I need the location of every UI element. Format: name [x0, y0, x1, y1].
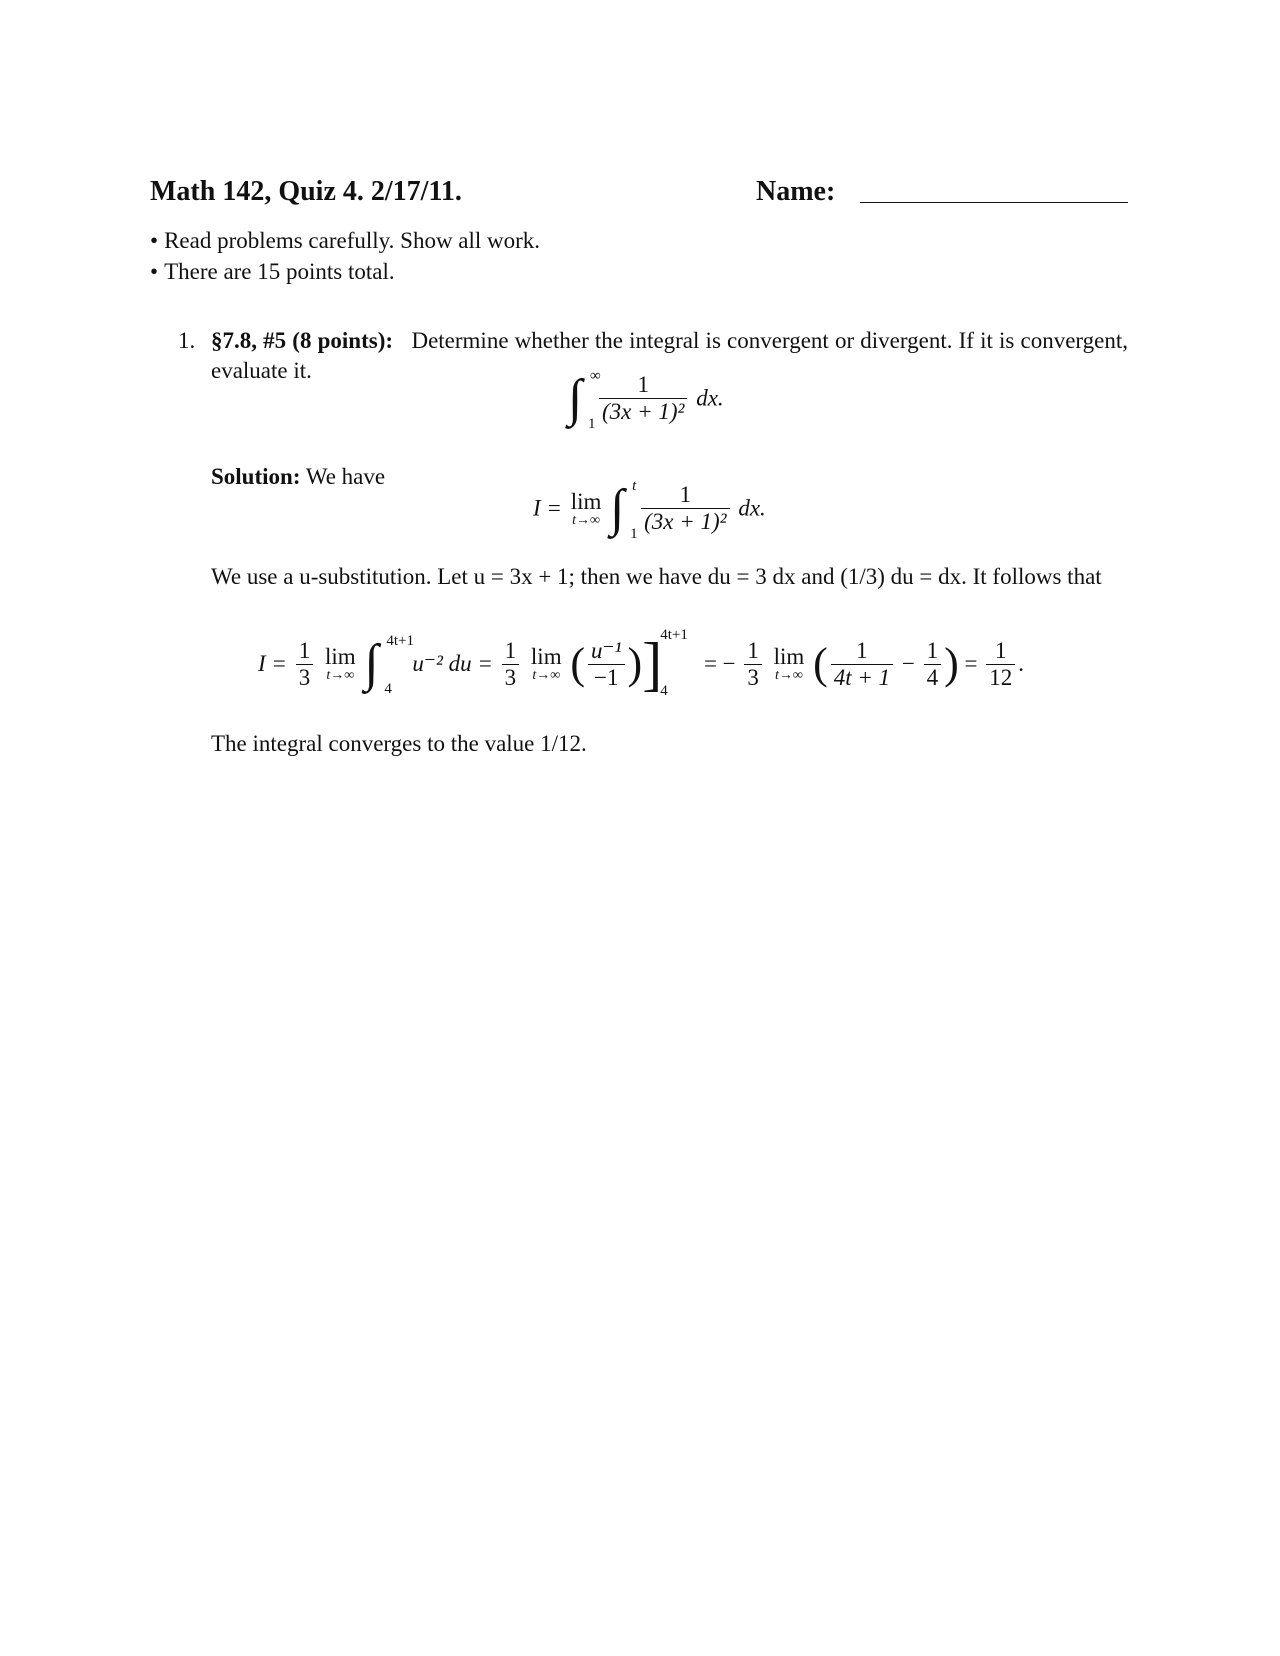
lim-text: lim	[530, 644, 562, 669]
inner-fraction-1	[831, 638, 893, 691]
fraction-denominator: 4t + 1	[833, 664, 891, 690]
one-third-fraction	[296, 638, 314, 691]
one-third-fraction	[744, 638, 762, 691]
integrand: u⁻² du =	[412, 651, 493, 676]
fraction-numerator: 1	[298, 637, 311, 663]
limit	[774, 645, 805, 683]
fraction-numerator: u⁻¹	[591, 637, 622, 663]
upper-limit: 4t+1	[386, 633, 414, 649]
fraction-numerator: 1	[747, 637, 759, 663]
limit	[531, 645, 562, 683]
fraction-denominator: 4	[926, 664, 939, 690]
right-paren: )	[627, 639, 643, 688]
integrand-fraction	[599, 372, 687, 425]
lower-limit: 1	[630, 525, 638, 542]
solution-label: Solution:	[211, 464, 301, 489]
result-fraction	[986, 638, 1015, 691]
conclusion: The integral converges to the value 1/12.	[211, 731, 587, 756]
integral-sign: ∫ 4t+1 4	[364, 633, 414, 697]
lim-subscript: t→∞	[326, 668, 355, 683]
evaluation-bracket: ] 4t+1 4	[642, 627, 688, 699]
fraction-numerator: 1	[637, 372, 649, 397]
fraction-numerator: 1	[995, 637, 1007, 663]
integral-sign: ∫ t 1	[610, 477, 638, 542]
upper-limit: ∞	[590, 367, 601, 384]
fraction-numerator: 1	[504, 637, 517, 663]
limit	[325, 645, 356, 683]
lim-text: lim	[773, 644, 805, 669]
fraction-denominator: 3	[298, 664, 311, 690]
lim-subscript: t→∞	[532, 668, 561, 683]
right-paren: )	[944, 639, 959, 688]
page-title: Math 142, Quiz 4. 2/17/11.	[150, 176, 462, 207]
left-paren: (	[813, 639, 828, 688]
period: .	[1018, 651, 1025, 676]
one-third-fraction	[502, 638, 520, 691]
equation-substitution	[258, 627, 1025, 699]
solution-intro	[211, 464, 385, 490]
integrand-fraction	[641, 482, 729, 535]
name-blank-line	[860, 202, 1128, 203]
equals-minus: = −	[703, 651, 736, 676]
lower-limit: 1	[588, 415, 596, 432]
bracket-lower: 4	[660, 683, 668, 699]
name-label: Name:	[756, 176, 836, 207]
problem-text: Determine whether the integral is convergent or divergent. If it is convergent, evaluate it.	[211, 328, 1129, 383]
instruction-item: • Read problems carefully. Show all work.	[150, 225, 540, 256]
minus-sign: −	[901, 651, 915, 676]
lower-limit: 4	[384, 681, 392, 697]
antiderivative-fraction	[588, 638, 625, 691]
lim-text: lim	[324, 644, 356, 669]
left-paren: (	[570, 639, 585, 688]
equation-limit-integral	[533, 477, 766, 542]
upper-limit: t	[632, 477, 637, 494]
fraction-denominator: (3x + 1)²	[644, 509, 727, 534]
problem-heading: §7.8, #5 (8 points):	[211, 328, 394, 353]
fraction-denominator: 3	[504, 664, 517, 690]
fraction-numerator: 1	[856, 637, 868, 663]
lim-text: lim	[570, 488, 602, 514]
equals-sign: =	[964, 651, 978, 676]
solution-intro-text: We have	[305, 464, 386, 489]
problem-integral	[568, 367, 724, 432]
differential: dx.	[696, 385, 724, 411]
fraction-denominator: 3	[747, 664, 759, 690]
eq-lhs: I =	[258, 651, 293, 676]
fraction-denominator: (3x + 1)²	[602, 399, 685, 424]
fraction-denominator: 12	[989, 664, 1013, 690]
differential: dx.	[738, 495, 766, 521]
integral-sign: ∫ ∞ 1	[568, 367, 601, 432]
lim-subscript: t→∞	[775, 668, 803, 683]
fraction-numerator: 1	[926, 637, 939, 663]
inner-fraction-2	[924, 638, 942, 691]
instruction-item: • There are 15 points total.	[150, 256, 540, 287]
eq-lhs: I =	[533, 495, 568, 521]
lim-subscript: t→∞	[572, 512, 600, 528]
problem-number: 1.	[178, 328, 196, 353]
fraction-denominator: −1	[594, 664, 619, 690]
instructions-list	[150, 225, 540, 287]
bracket-upper: 4t+1	[660, 627, 688, 643]
substitution-paragraph: We use a u-substitution. Let u = 3x + 1; then we have du = 3 dx and (1/3) du = dx. It follows that	[211, 564, 1102, 589]
limit	[571, 490, 602, 528]
fraction-numerator: 1	[679, 482, 692, 507]
